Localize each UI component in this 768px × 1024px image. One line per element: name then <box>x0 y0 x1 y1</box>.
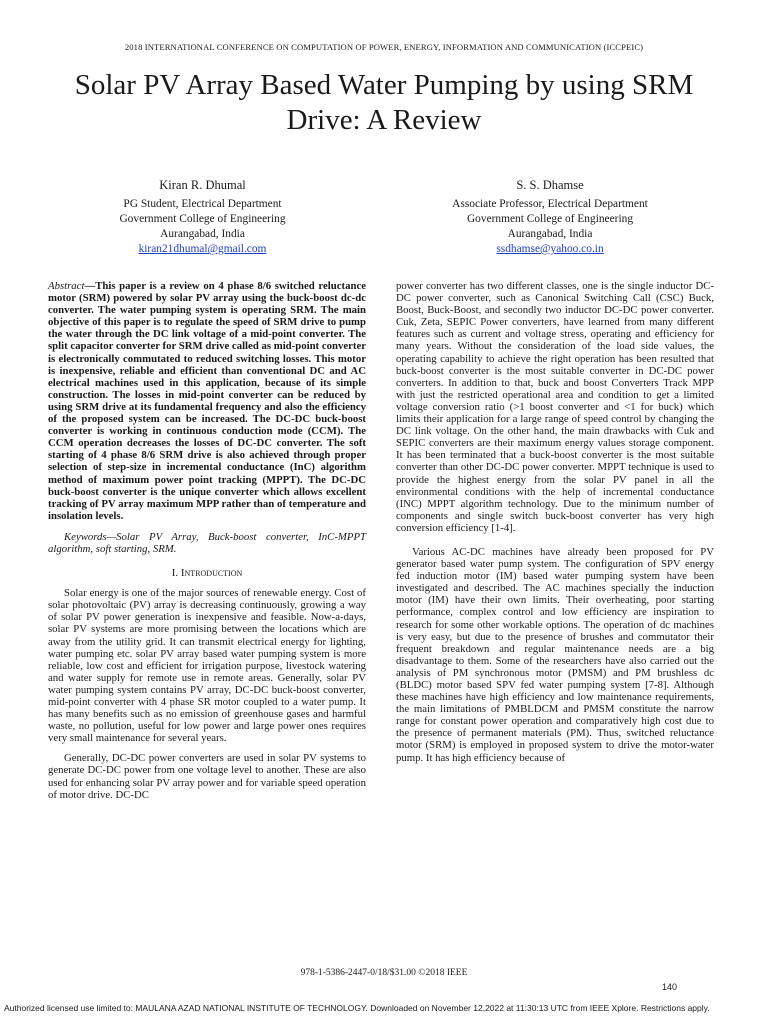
body-paragraph: power converter has two different classes, one is the single inductor DC-DC power converter, such as Canonical Switching Call (CSC) Buck, Boost, Buck-Boost, and secondly two inductor DC-DC power converter. Cuk, Zeta, SEPIC Power converters, have learned from many different features such as current and voltage stress, operating and efficiency for many years. Without the consideration of the load side values, the operating capability to achieve the right operation has been resulted that buck-boost converter is the most suitable converter in DC-DC power converters. In addition to that, buck and boost Converters Track MPP with just the restricted operational area and condition to get a limited voltage conversion ratio (>1 boost converter and <1 for buck) which limits their application for a large range of speed control by changing the DC link voltage. On the other hand, the main drawbacks with Cuk and SEPIC converters are their maximum energy values storage component. It has been terminated that a buck-boost converter is the most suitable converter than other DC-DC power converter. MPPT technique is used to provide the highest energy from the solar PV panel in all the environmental conditions with the help of incremental conductance (INC) MPPT algorithm technology. Due to the minimum number of components and single switch buck-boost converter has very high conversion efficiency [1-4]. <box>396 280 714 534</box>
right-column <box>396 280 714 764</box>
author-name: S. S. Dhamse <box>516 178 584 192</box>
license-footer: Authorized licensed use limited to: MAULANA AZAD NATIONAL INSTITUTE OF TECHNOLOGY. Downloaded on November 12,2022 at 11:30:13 UTC from IEEE Xplore. Restrictions apply. <box>4 1003 710 1013</box>
body-paragraph: Various AC-DC machines have already been proposed for PV generator based water pump system. The configuration of SPV energy fed induction motor (IM) based water pumping system have been investigated and described. The AC machines specially the induction motor (IM) have their own limits. Their overheating, poor starting performance, complex control and low efficiency are inspiration to research for some other workable options. The operation of dc machines is very easy, but due to the presence of brushes and commutator their frequent breakdown and regular maintenance needs are a big disadvantage to them. Some of the researchers have also carried out the analysis of PM synchronous motor (PMSM) and PM brushless dc (BLDC) motor based SPV fed water pumping system [7-8]. Although these machines have high efficiency and low maintenance requirements, the main limitations of PMBLDCM and PMSM constitute the narrow range for constant power operation and comparatively high cost due to the presence of permanent materials (PM). Thus, switched reluctance motor (SRM) is employed in proposed system to drive the motor-water pump. It has high efficiency because of <box>396 545 714 764</box>
author-position: PG Student, Electrical Department <box>123 198 282 210</box>
keywords: Keywords—Solar PV Array, Buck-boost converter, InC-MPPT algorithm, soft starting, SRM. <box>48 530 366 555</box>
abstract-text: —This paper is a review on 4 phase 8/6 switched reluctance motor (SRM) powered by solar PV array using the buck-boost dc-dc converter. The water pumping system is operating SRM. The main objective of this paper is to regulate the speed of SRM drive to pump the water through the DC link voltage of a mid-point converter. The split capacitor converter for SRM drive called as mid-point converter is electronically commutated to reduced switching losses. This motor is inexpensive, reliable and efficient than conventional DC and AC electrical machines used in this application, because of its simple construction. The losses in mid-point converter can be reduced by using SRM drive at its fundamental frequency and also the efficiency of the proposed system can be increased. The DC-DC buck-boost converter is working in continuous conduction mode (CCM). The CCM operation decreases the losses of DC-DC converter. The soft starting of 4 phase 8/6 SRM drive is also achieved through proper selection of step-size in incremental conductance (InC) algorithm method of maximum power point tracking (MPPT). The DC-DC buck-boost converter is the unique converter which allows excellent tracking of PV array maximum MPP rather than of temperature and insolation levels. <box>48 280 366 522</box>
author-email-link[interactable]: kiran21dhumal@gmail.com <box>138 243 267 255</box>
paper-title: Solar PV Array Based Water Pumping by using SRM Drive: A Review <box>74 69 694 136</box>
author-block-1 <box>80 178 325 257</box>
author-institution: Government College of Engineering <box>119 213 286 225</box>
author-block-2 <box>420 178 680 257</box>
author-institution: Government College of Engineering <box>466 213 634 225</box>
author-position: Associate Professor, Electrical Department <box>452 198 648 210</box>
body-paragraph: Solar energy is one of the major sources of renewable energy. Cost of solar photovoltaic (PV) array is decreasing continuously, growing a way of solar PV power generation is inexpensive and feasible. Now-a-days, solar PV systems are more promising between the locations which are away from the utility grid. It can transmit electrical energy for lighting, water pumping etc. solar PV array based water pumping system is more reliable, low cost and efficient for irrigation purpose, livestock watering and water supply for remote use in remote areas. Generally, solar PV water pumping system contains PV array, DC-DC buck-boost converter, mid-point converter with 4 phase SR motor coupled to a water pump. It has many benefits such as no emission of greenhouse gases and harmful waste, no pollution, useful for low power and large power ones requires very small maintenance for several years. <box>48 587 366 745</box>
author-email-link[interactable]: ssdhamse@yahoo.co.in <box>496 243 604 255</box>
copyright-notice: 978-1-5386-2447-0/18/$31.00 ©2018 IEEE <box>300 968 468 978</box>
abstract-label: Abstract <box>48 280 85 292</box>
left-column <box>48 280 366 801</box>
section-heading-introduction: I. Introduction <box>171 567 243 580</box>
abstract <box>48 280 366 522</box>
conference-header: 2018 INTERNATIONAL CONFERENCE ON COMPUTATION OF POWER, ENERGY, INFORMATION AND COMMUNICATION (ICCPEIC) <box>124 42 644 52</box>
author-name: Kiran R. Dhumal <box>159 178 246 192</box>
author-location: Aurangabad, India <box>160 228 245 240</box>
author-location: Aurangabad, India <box>507 228 593 240</box>
page-number: 140 <box>662 982 678 992</box>
body-paragraph: Generally, DC-DC power converters are used in solar PV systems to generate DC-DC power from one voltage level to another. These are also used for enhancing solar PV array power and for variable speed operation of motor drive. DC-DC <box>48 752 366 801</box>
